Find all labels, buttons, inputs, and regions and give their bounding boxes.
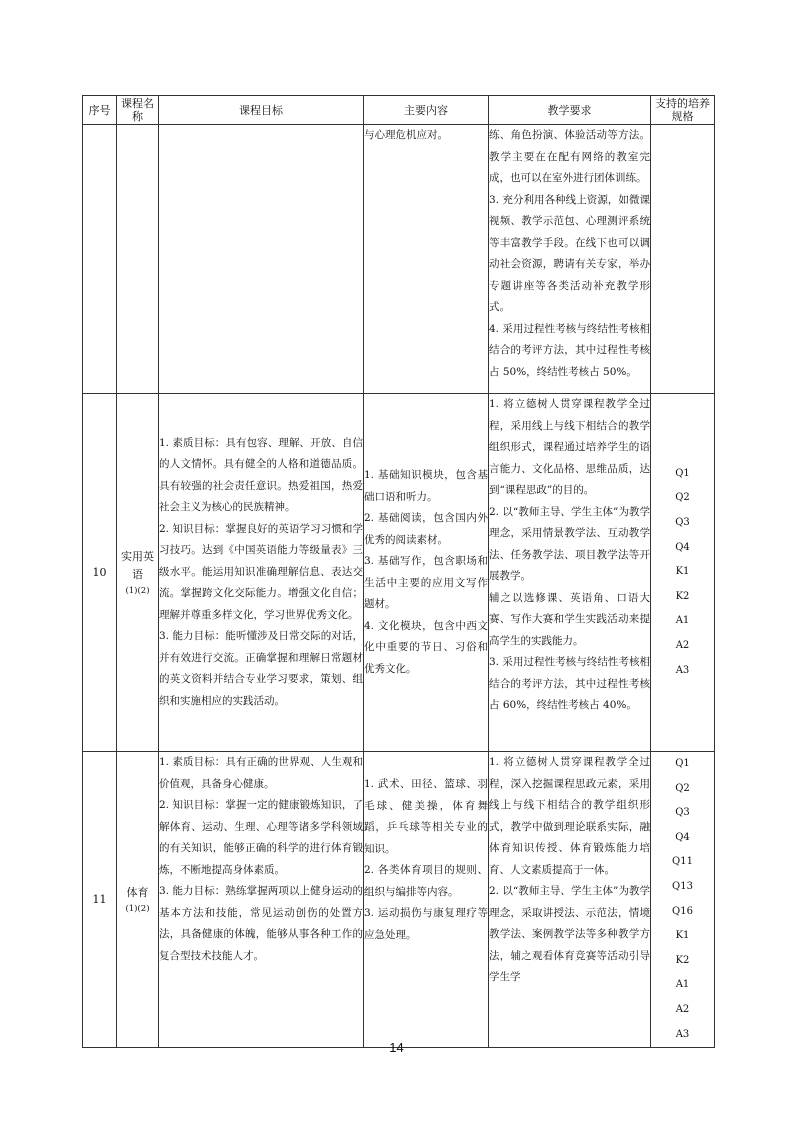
spec-code: K1 [675,930,690,942]
content-item: 1. 武术、田径、篮球、羽毛球、健美操，体育舞蹈，乒乓球等相关专业的知识。 [364,778,488,855]
spec-code: A1 [675,979,690,991]
spec-code: K1 [675,566,690,578]
requirement-item: 2. 以“教师主导、学生主体”为教学理念，采用情景教学法、互动教学法、任务教学法、项目教学法等开展教学。 [489,505,650,582]
teaching-requirements [489,752,651,1048]
content-item: 4. 文化模块，包含中西文化中重要的节日、习俗和优秀文化。 [364,619,488,675]
course-number: 10 [83,394,117,752]
table-row [83,125,715,394]
objective-item: 2. 知识目标：掌握一定的健康锻炼知识，了解体育、运动、生理、心理等诸多学科领域的有关知识，能够正确的科学的进行体育锻炼，不断地提高身体素质。 [159,799,363,876]
spec-codes [651,394,715,752]
spec-code: Q2 [675,492,690,504]
content-item: 1. 基础知识模块，包含基础口语和听力。 [364,469,488,503]
objective-item: 3. 能力目标：能听懂涉及日常交际的对话，并有效进行交流。正确掌握和理解日常题材的英文资料并结合专业学习要求，策划、组织和实施相应的实践活动。 [159,630,363,707]
requirement-item: 4. 采用过程性考核与终结性考核相结合的考评方法，其中过程性考核占 50%，终结性考核占 50%。 [489,322,650,378]
table-row [83,752,715,1048]
header-requirements: 教学要求 [489,96,651,125]
course-content [364,394,489,752]
objective-item: 1. 素质目标：具有包容、理解、开放、自信的人文情怀。具有健全的人格和道德品质。具有较强的社会责任意识。热爱祖国，热爱社会主义为核心的民族精神。 [159,436,363,514]
requirement-item: 1. 将立德树人贯穿课程教学全过程，采用线上与线下相结合的教学组织形式，课程通过培养学生的语言能力、文化品格、思维品质，达到“课程思政”的目的。 [489,398,650,496]
spec-code: K2 [675,590,690,602]
course-name [117,125,159,394]
course-content [364,752,489,1048]
header-row [83,96,715,125]
course-table [82,95,715,1048]
spec-code: Q1 [675,467,690,479]
spec-code: Q11 [672,856,693,868]
course-number: 11 [83,752,117,1048]
requirement-item: 2. 以“教师主导、学生主体”为教学理念，采取讲授法、示范法，情境教学法、案例教学法等多种教学方法，辅之观看体育竞赛等活动引导学生学 [489,885,650,983]
course-content [364,125,489,394]
spec-code: Q3 [675,807,690,819]
course-objectives [159,394,364,752]
spec-code: Q4 [675,541,690,553]
content-item: 2. 基础阅读，包含国内外优秀的阅读素材。 [364,512,488,546]
spec-code: Q16 [672,905,693,917]
spec-code: Q4 [675,831,690,843]
objective-item: 1. 素质目标：具有正确的世界观、人生观和价值观，具备身心健康。 [159,756,363,790]
course-objectives [159,125,364,394]
course-name: 实用英语 (1)(2) [117,394,159,752]
requirement-item: 1. 将立德树人贯穿课程教学全过程，深入挖掘课程思政元素，采用线上与线下相结合的教学组织形式，教学中做到理论联系实际，融体育知识传授、体育锻炼能力培育、人文素质提高于一体。 [489,756,650,876]
course-name: 体育 (1)(2) [117,752,159,1048]
content-item: 2. 各类体育项目的规则、组织与编排等内容。 [364,864,488,898]
spec-code: A2 [675,1003,690,1015]
objective-item: 3. 能力目标：熟练掌握两项以上健身运动的基本方法和技能，常见运动创伤的处置方法，具备健康的体魄，能够从事各种工作的复合型技术技能人才。 [159,885,363,962]
requirement-item: 3. 采用过程性考核与终结性考核相结合的考评方法，其中过程性考核占 60%，终结性考核占 40%。 [489,656,650,711]
course-objectives [159,752,364,1048]
spec-code: A3 [675,1028,690,1040]
table-row [83,394,715,752]
spec-code: Q2 [675,782,690,794]
spec-codes [651,752,715,1048]
requirement-item: 练、角色扮演、体验活动等方法。教学主要在在配有网络的教室完成，也可以在室外进行团体训练。 [489,129,650,184]
spec-code: A1 [675,615,690,627]
content-item: 3. 基础写作，包含职场和生活中主要的应用文写作题材。 [364,555,488,610]
spec-code: K2 [675,954,690,966]
spec-code: A2 [675,639,690,651]
header-serial: 序号 [83,96,117,125]
requirement-item: 3. 充分利用各种线上资源，如微课视频、教学示范包、心理测评系统等丰富教学手段。在线下也可以调动社会资源，聘请有关专家，举办专题讲座等各类活动补充教学形式。 [489,193,650,313]
content-item: 与心理危机应对。 [364,129,448,141]
header-specs: 支持的培养规格 [651,96,715,125]
requirement-item: 辅之以选修课、英语角、口语大赛、写作大赛和学生实践活动来提高学生的实践能力。 [489,591,650,647]
objective-item: 2. 知识目标：掌握良好的英语学习习惯和学习技巧。达到《中国英语能力等级量表》三级水平。能运用知识准确理解信息、表达交流。掌握跨文化交际能力。增强文化自信；理解并尊重多样文化，学习世界优秀文化。 [159,522,363,621]
spec-code: A3 [675,664,690,676]
teaching-requirements [489,125,651,394]
spec-codes [651,125,715,394]
header-content: 主要内容 [364,96,489,125]
header-course-name: 课程名称 [117,96,159,125]
page-number: 14 [389,1040,404,1055]
header-objectives: 课程目标 [159,96,364,125]
spec-code: Q3 [675,517,690,529]
content-item: 3. 运动损伤与康复理疗等应急处理。 [364,907,488,941]
course-number [83,125,117,394]
teaching-requirements [489,394,651,752]
spec-code: Q1 [675,758,690,769]
spec-code: Q13 [672,880,693,892]
